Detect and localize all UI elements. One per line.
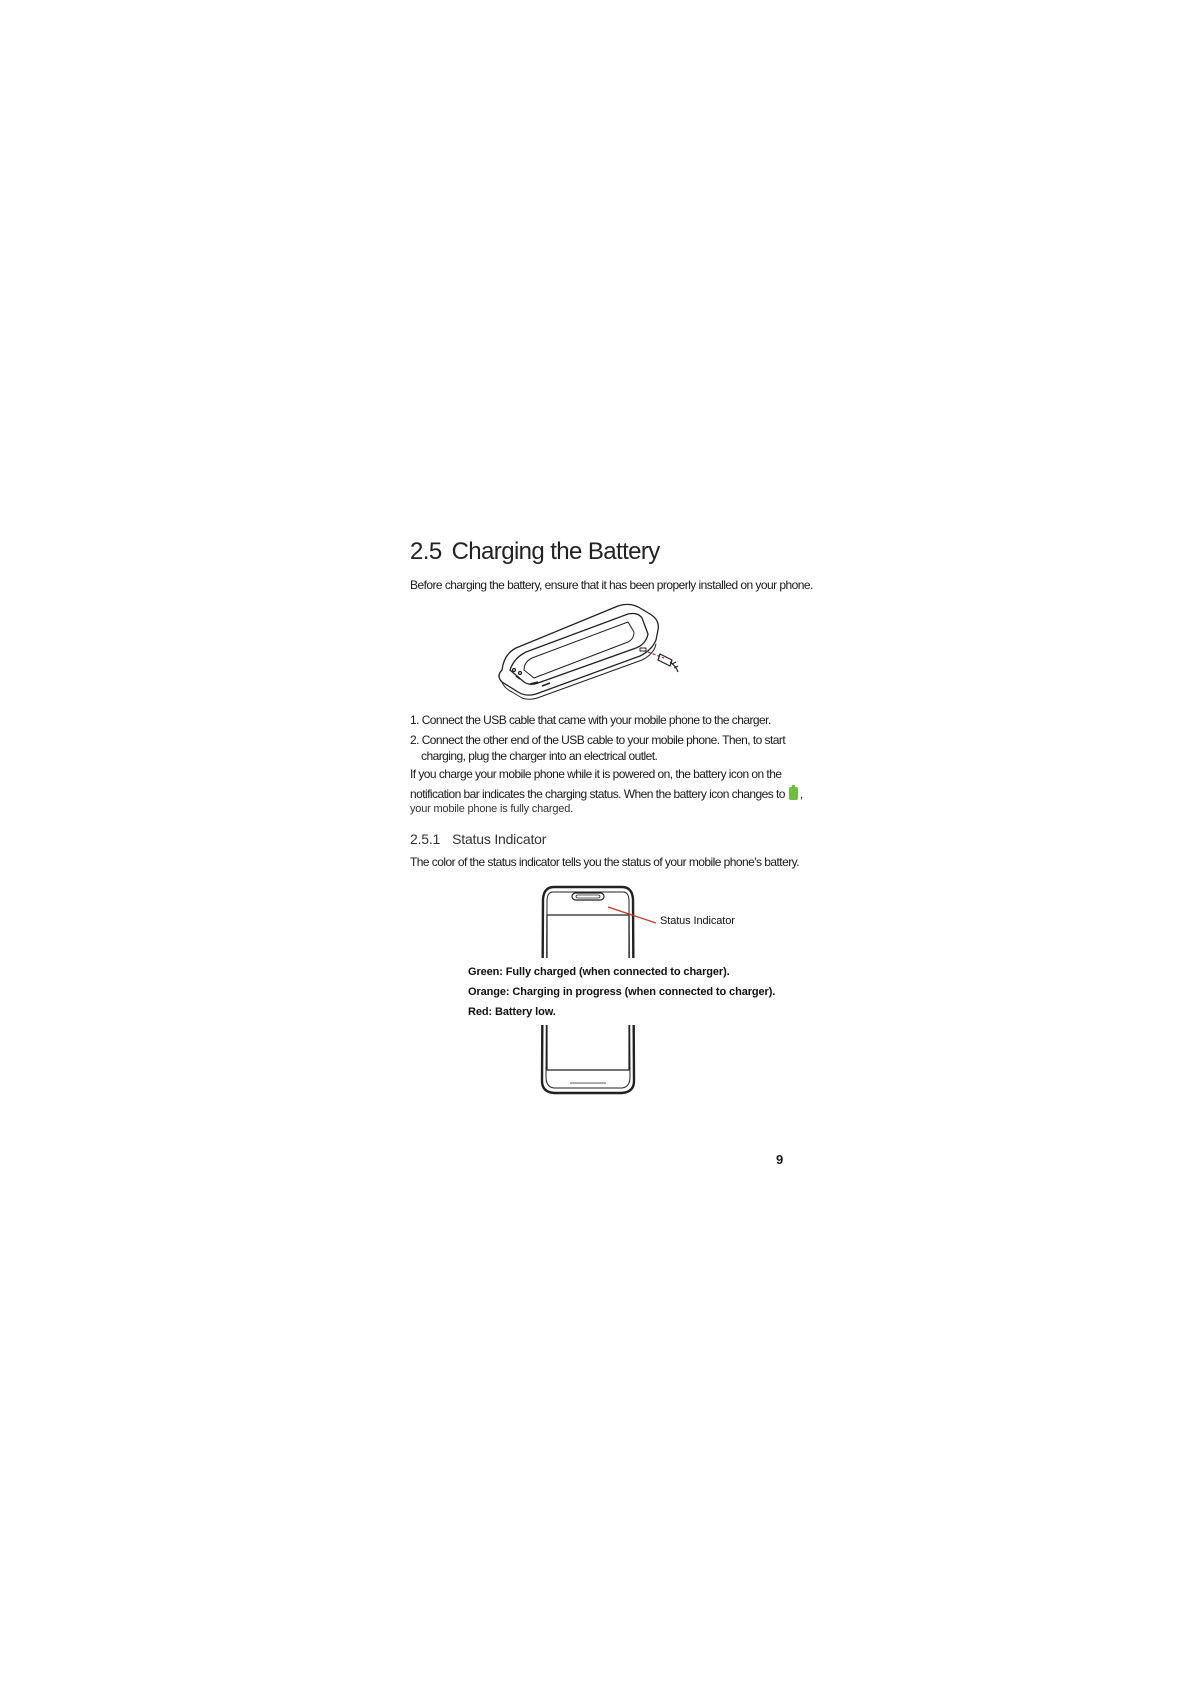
- charging-paragraph-line-2: notification bar indicates the charging status. When the battery icon changes to ,: [410, 787, 803, 801]
- section-heading: [410, 538, 660, 566]
- section-number: 2.5: [410, 538, 442, 565]
- subsection-heading: [410, 831, 546, 847]
- section-title: Charging the Battery: [451, 538, 660, 565]
- phone-usb-illustration: [490, 600, 690, 700]
- legend-red: Red: Battery low.: [468, 1006, 556, 1018]
- legend-green: Green: Fully charged (when connected to charger).: [468, 966, 730, 978]
- status-indicator-callout-line: [608, 905, 658, 925]
- section-intro: Before charging the battery, ensure that it has been properly installed on your phone.: [410, 578, 813, 592]
- step-2: 2. Connect the other end of the USB cable to your mobile phone. Then, to start: [410, 733, 786, 747]
- subsection-title: Status Indicator: [452, 831, 547, 847]
- battery-full-icon: [789, 787, 798, 800]
- page-number: 9: [776, 1152, 784, 1167]
- legend-orange: Orange: Charging in progress (when connected to charger).: [468, 986, 776, 998]
- charging-paragraph-line-3: your mobile phone is fully charged.: [410, 803, 573, 815]
- subsection-number: 2.5.1: [410, 831, 441, 847]
- step-1: 1. Connect the USB cable that came with your mobile phone to the charger.: [410, 713, 771, 727]
- subsection-intro: The color of the status indicator tells you the status of your mobile phone's battery.: [410, 855, 800, 869]
- status-indicator-label: Status Indicator: [660, 915, 735, 927]
- charging-paragraph-line-1: If you charge your mobile phone while it is powered on, the battery icon on the: [410, 767, 782, 781]
- step-2-continued: charging, plug the charger into an electrical outlet.: [421, 749, 658, 763]
